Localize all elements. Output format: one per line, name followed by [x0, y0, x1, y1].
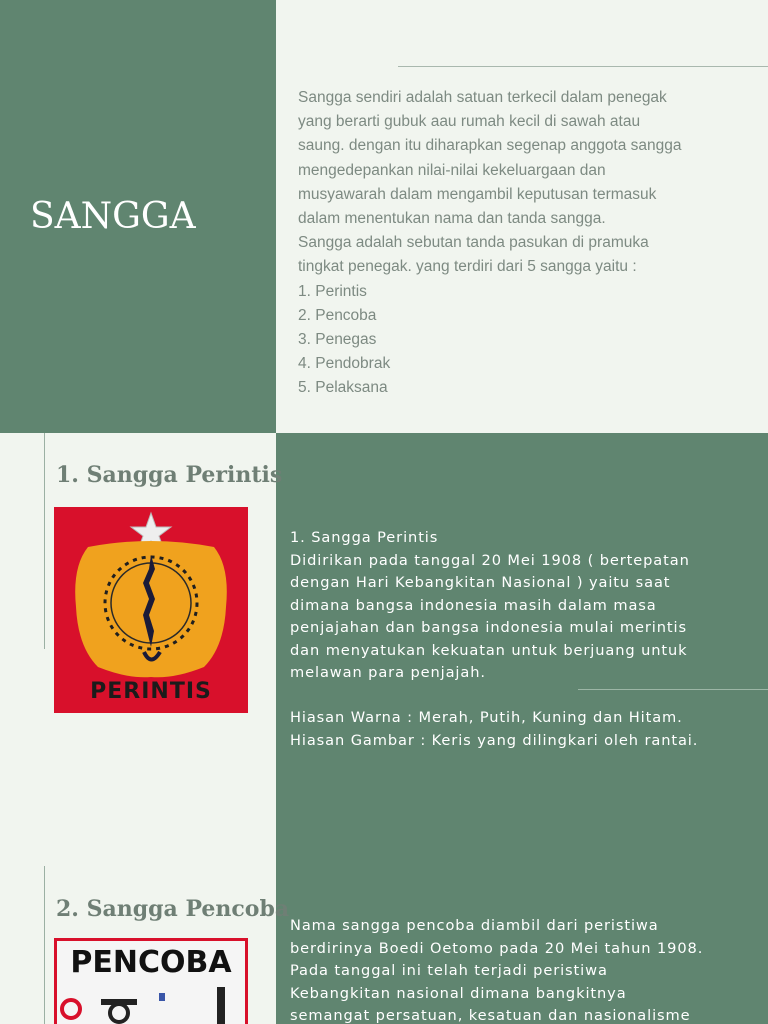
description-line: Kebangkitan nasional dimana bangkitnya	[290, 984, 627, 1002]
list-item: 1. Perintis	[298, 282, 367, 300]
section-title-pencoba: 2. Sangga Pencoba	[56, 896, 290, 922]
pencoba-badge-image	[54, 938, 248, 1024]
intro-text	[298, 86, 764, 401]
list-item: 4. Pendobrak	[298, 355, 391, 373]
description-line: berdirinya Boedi Oetomo pada 20 Mei tahun 1908.	[290, 939, 704, 957]
page-title: SANGGA	[30, 196, 196, 237]
description-line: 1. Sangga Perintis	[290, 529, 439, 546]
decoration-line: Hiasan Warna : Merah, Putih, Kuning dan Hitam.	[290, 709, 683, 726]
intro-line: saung. dengan itu diharapkan segenap anggota sangga	[298, 137, 682, 155]
pencoba-description	[290, 915, 764, 1024]
pencoba-emblem-icon	[57, 981, 245, 1024]
perintis-badge-image	[54, 507, 248, 713]
intro-line: tingkat penegak. yang terdiri dari 5 sangga yaitu :	[298, 258, 637, 276]
intro-line: musyawarah dalam mengambil keputusan termasuk	[298, 185, 657, 203]
list-item: 2. Pencoba	[298, 306, 377, 324]
pencoba-badge-text: PENCOBA	[70, 945, 232, 980]
perintis-decoration	[290, 707, 764, 752]
list-item: 3. Penegas	[298, 331, 377, 349]
perintis-divider	[578, 689, 768, 690]
pencoba-accent-line	[44, 866, 45, 1024]
intro-divider	[398, 66, 768, 67]
list-item: 5. Pelaksana	[298, 379, 388, 397]
intro-line: yang berarti gubuk aau rumah kecil di sawah atau	[298, 113, 641, 131]
description-line: Didirikan pada tanggal 20 Mei 1908 ( bertepatan	[290, 551, 690, 569]
sangga-list	[298, 280, 764, 401]
intro-line: Sangga adalah sebutan tanda pasukan di pramuka	[298, 234, 649, 252]
perintis-badge-text: PERINTIS	[90, 679, 212, 704]
perintis-description	[290, 527, 764, 685]
section-title-perintis: 1. Sangga Perintis	[56, 462, 283, 488]
description-line: penjajahan dan bangsa indonesia mulai merintis	[290, 619, 687, 636]
description-line: Nama sangga pencoba diambil dari peristiwa	[290, 917, 659, 934]
description-line: Pada tanggal ini telah terjadi peristiwa	[290, 962, 608, 979]
description-line: dengan Hari Kebangkitan Nasional ) yaitu saat	[290, 574, 671, 591]
intro-line: mengedepankan nilai-nilai kekeluargaan dan	[298, 161, 606, 179]
description-line: semangat persatuan, kesatuan dan nasionalisme	[290, 1007, 691, 1024]
decoration-line: Hiasan Gambar : Keris yang dilingkari oleh rantai.	[290, 731, 699, 749]
perintis-accent-line	[44, 433, 45, 649]
description-line: dimana bangsa indonesia masih dalam masa	[290, 596, 657, 614]
title-panel	[0, 0, 276, 433]
intro-line: Sangga sendiri adalah satuan terkecil dalam penegak	[298, 89, 667, 106]
description-line: melawan para penjajah.	[290, 664, 486, 681]
description-line: dan menyatukan kekuatan untuk berjuang untuk	[290, 641, 688, 659]
intro-line: dalam menentukan nama dan tanda sangga.	[298, 210, 606, 228]
